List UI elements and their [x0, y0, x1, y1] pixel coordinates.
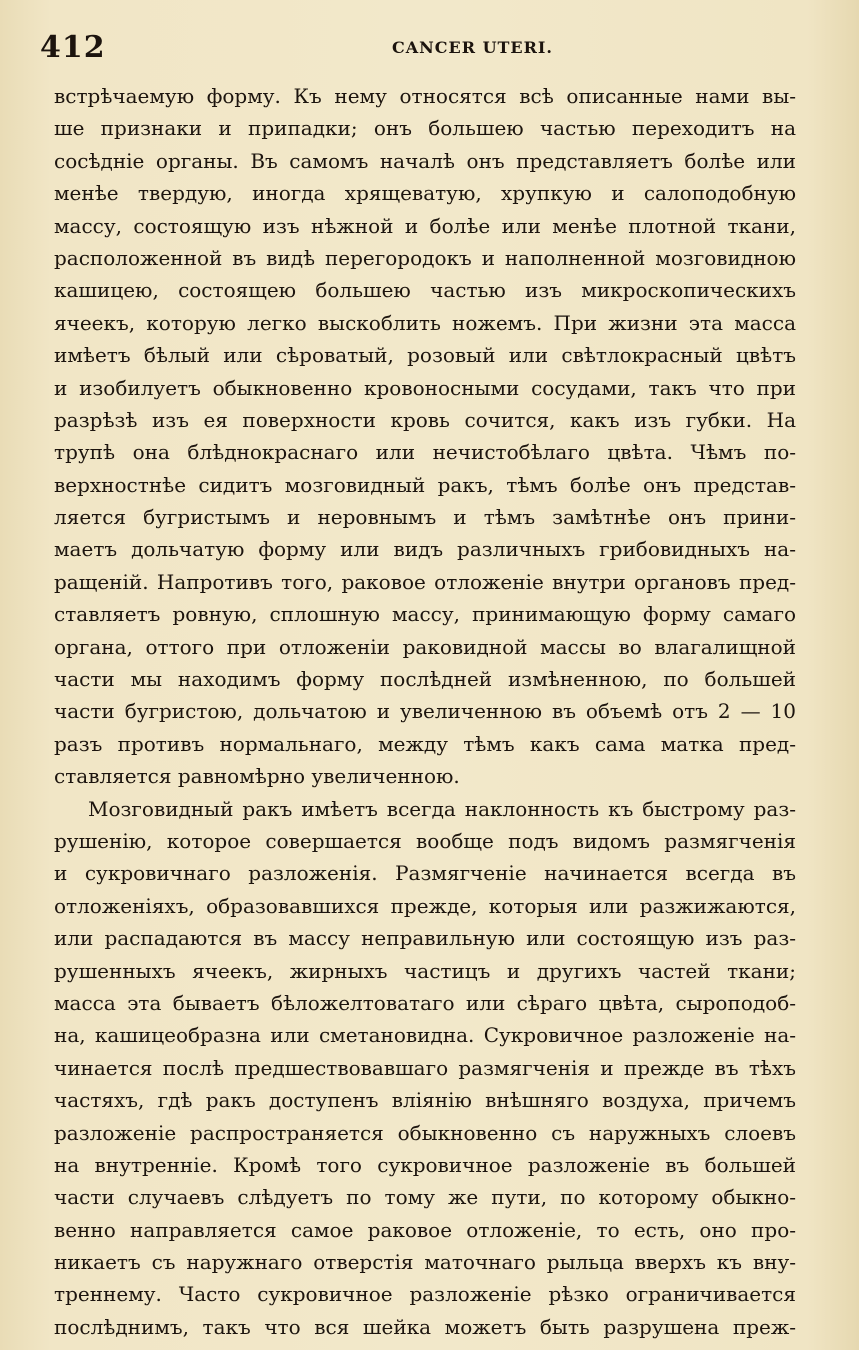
text-line: никаетъ съ наружнаго отверстія маточнаго рыльца вверхъ къ вну- — [54, 1250, 796, 1275]
paragraph-1 — [54, 80, 796, 793]
text-line: частяхъ, гдѣ ракъ доступенъ вліянію внѣшняго воздуха, причемъ — [54, 1088, 796, 1113]
text-line: венно направляется самое раковое отложеніе, то есть, оно про- — [54, 1217, 796, 1242]
text-line: части случаевъ слѣдуетъ по тому же пути, по которому обыкно- — [54, 1185, 796, 1210]
text-line: расположенной въ видѣ перегородокъ и наполненной мозговидною — [54, 245, 796, 270]
text-line: разрѣзѣ изъ ея поверхности кровь сочится, какъ изъ губки. На — [54, 407, 796, 432]
text-line: ляется бугристымъ и неровнымъ и тѣмъ замѣтнѣе онъ прини- — [54, 505, 796, 530]
text-line: части бугристою, дольчатою и увеличенною въ объемѣ отъ 2 — 10 — [54, 699, 796, 724]
text-line: разложеніе распространяется обыкновенно съ наружныхъ слоевъ — [54, 1120, 796, 1145]
text-line: на внутренніе. Кромѣ того сукровичное разложеніе въ большей — [54, 1152, 796, 1177]
text-line: сосѣдніе органы. Въ самомъ началѣ онъ представляетъ болѣе или — [54, 148, 796, 173]
text-line: части мы находимъ форму послѣдней измѣненною, по большей — [54, 667, 796, 692]
text-line: кашицею, состоящею большею частью изъ микроскопическихъ — [54, 278, 796, 303]
text-line: разъ противъ нормальнаго, между тѣмъ какъ сама матка пред- — [54, 731, 796, 756]
text-line: чинается послѣ предшествовавшаго размягченія и прежде въ тѣхъ — [54, 1055, 796, 1080]
running-head: CANCER UTERI. — [392, 38, 553, 57]
text-line: имѣетъ бѣлый или сѣроватый, розовый или свѣтлокрасный цвѣтъ — [54, 343, 796, 368]
text-line: Мозговидный ракъ имѣетъ всегда наклонность къ быстрому раз- — [88, 796, 796, 821]
text-line: масса эта бываетъ бѣложелтоватаго или сѣраго цвѣта, сыроподоб- — [54, 990, 796, 1015]
page-header — [40, 30, 820, 66]
text-line: рушенныхъ ячеекъ, жирныхъ частицъ и другихъ частей ткани; — [54, 958, 796, 983]
text-line: массу, состоящую изъ нѣжной и болѣе или менѣе плотной ткани, — [54, 213, 796, 238]
page-number: 412 — [40, 30, 106, 65]
text-line: встрѣчаемую форму. Къ нему относятся всѣ описанные нами вы- — [54, 84, 796, 108]
text-line: отложеніяхъ, образовавшихся прежде, которыя или разжижаются, — [54, 893, 796, 918]
text-line: или распадаются въ массу неправильную или состоящую изъ раз- — [54, 926, 796, 951]
text-line: маетъ дольчатую форму или видъ различныхъ грибовидныхъ на- — [54, 537, 796, 562]
text-line: рушенію, которое совершается вообще подъ видомъ размягченія — [54, 828, 796, 853]
paragraph-2 — [54, 793, 796, 1344]
text-line: ставляется равномѣрно увеличенною. — [54, 764, 460, 789]
text-line: трупѣ она блѣднокраснаго или нечистобѣлаго цвѣта. Чѣмъ по- — [54, 440, 796, 465]
text-line: менѣе твердую, иногда хрящеватую, хрупкую и салоподобную — [54, 181, 796, 206]
text-line: ращеній. Напротивъ того, раковое отложеніе внутри органовъ пред- — [54, 569, 796, 594]
text-line: послѣднимъ, такъ что вся шейка можетъ быть разрушена преж- — [54, 1314, 796, 1339]
text-line: ше признаки и припадки; онъ большею частью переходитъ на — [54, 116, 796, 141]
body-text — [54, 80, 796, 1343]
text-line: верхностнѣе сидитъ мозговидный ракъ, тѣмъ болѣе онъ представ- — [54, 472, 796, 497]
text-line: и сукровичнаго разложенія. Размягченіе начинается всегда въ — [54, 861, 796, 886]
text-line: и изобилуетъ обыкновенно кровоносными сосудами, такъ что при — [54, 375, 796, 400]
text-line: ставляетъ ровную, сплошную массу, принимающую форму самаго — [54, 602, 796, 627]
text-line: ячеекъ, которую легко выскоблить ножемъ. При жизни эта масса — [54, 310, 796, 335]
text-line: на, кашицеобразна или сметановидна. Сукровичное разложеніе на- — [54, 1023, 796, 1048]
text-line: треннему. Часто сукровичное разложеніе рѣзко ограничивается — [54, 1282, 796, 1307]
text-line: органа, оттого при отложеніи раковидной массы во влагалищной — [54, 634, 796, 659]
